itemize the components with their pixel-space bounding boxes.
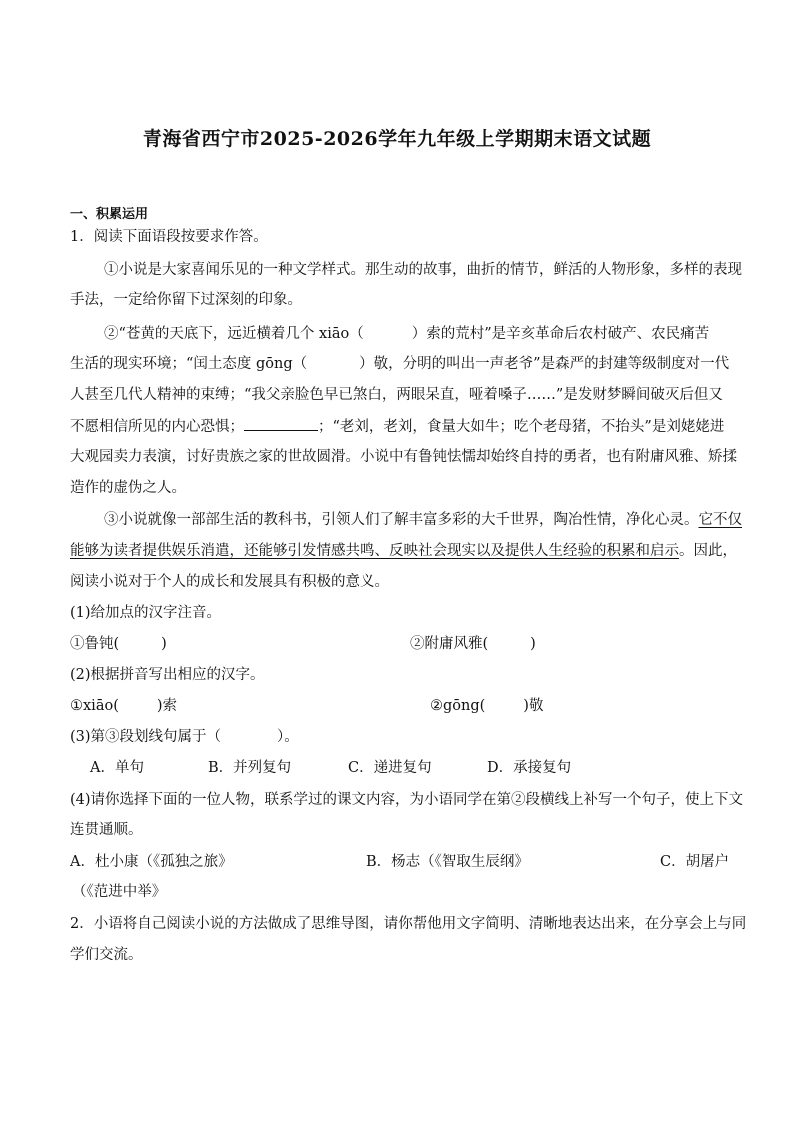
text-fragment: ）索的荒村”是辛亥革命后农村破产、农民痛苦 <box>411 326 710 342</box>
text-fragment: ）敬，分明的叫出一声老爷”是森严的封建等级制度对一代 <box>359 356 730 372</box>
sub-question-4-line: 连贯通顺。 <box>70 822 143 838</box>
item-label: ) <box>161 636 167 652</box>
text-fragment: 生活的现实环境；“闰土态度 gōng（ <box>70 356 308 372</box>
choice-c-continued: （《范进中举》 <box>72 884 167 900</box>
paragraph-3-line <box>104 510 742 530</box>
page-title: 青海省西宁市2025-2026学年九年级上学期期末语文试题 <box>142 128 652 150</box>
choice-a[interactable]: A．杜小康（《孤独之旅》 <box>70 854 233 870</box>
underlined-sentence: 它不仅 <box>698 512 742 528</box>
item-label: ) <box>530 636 536 652</box>
paragraph-3-line: 阅读小说对于个人的成长和发展具有积极的意义。 <box>70 574 389 590</box>
sub-question-4-line: (4)请你选择下面的一位人物，联系学过的课文内容，为小语同学在第②段横线上补写一个句子，使上下文 <box>70 792 744 808</box>
sub-question-1: (1)给加点的汉字注音。 <box>70 605 222 621</box>
paragraph-2-line <box>70 354 729 374</box>
text-fragment: ②“苍黄的天底下，远近横着几个 xiāo（ <box>104 326 364 342</box>
paragraph-3-line <box>70 541 737 561</box>
option-b[interactable]: B．并列复句 <box>208 760 292 776</box>
fill-in-blank[interactable] <box>244 416 318 431</box>
paragraph-2-line: 造作的虚伪之人。 <box>70 480 186 496</box>
text-fragment: 。因此， <box>679 543 737 559</box>
item-label: )敬 <box>523 698 544 714</box>
sub-question-3 <box>70 727 299 747</box>
item-label: )索 <box>156 698 178 714</box>
paragraph-2-line <box>104 324 709 344</box>
answer-row <box>410 634 536 654</box>
text-fragment: 不愿相信所见的内心恐惧； <box>70 419 244 435</box>
text-fragment: (3)第③段划线句属于（ <box>70 729 222 745</box>
item-label: ①xiāo( <box>70 698 119 714</box>
option-c[interactable]: C．递进复句 <box>348 760 432 776</box>
answer-row <box>430 696 543 716</box>
option-d[interactable]: D．承接复句 <box>487 760 572 776</box>
item-label: ②附庸风雅( <box>410 636 489 652</box>
paragraph-2-line: 大观园卖力表演，讨好贵族之家的世故圆滑。小说中有鲁钝怯懦却始终自持的勇者，也有附庸风雅、矫揉 <box>70 449 737 465</box>
question-2-line: 学们交流。 <box>70 947 143 963</box>
sub-question-2: (2)根据拼音写出相应的汉字。 <box>70 667 265 683</box>
answer-row <box>70 696 177 716</box>
paragraph-1-line: 手法，一定给你留下过深刻的印象。 <box>70 292 302 308</box>
paragraph-1-line: ①小说是大家喜闻乐见的一种文学样式。那生动的故事，曲折的情节，鲜活的人物形象，多样的表现 <box>104 262 742 278</box>
answer-row <box>70 634 167 654</box>
underlined-sentence: 能够为读者提供娱乐消遣，还能够引发情感共鸣、反映社会现实以及提供人生经验的积累和启示 <box>70 543 679 559</box>
text-fragment: ③小说就像一部部生活的教科书，引领人们了解丰富多彩的大千世界，陶冶性情，净化心灵。 <box>104 512 699 528</box>
choice-b[interactable]: B．杨志（《智取生辰纲》 <box>366 854 529 870</box>
item-label: ②gōng( <box>430 698 486 714</box>
option-a[interactable]: A．单句 <box>90 760 144 776</box>
question-2-line: 2．小语将自己阅读小说的方法做成了思维导图，请你帮他用文字简明、清晰地表达出来，在分享会上与同 <box>70 916 747 932</box>
text-fragment: ）。 <box>277 729 299 745</box>
question-1-stem: 1．阅读下面语段按要求作答。 <box>70 229 268 245</box>
choice-c[interactable]: C．胡屠户 <box>660 854 730 870</box>
text-fragment: ；“老刘，老刘，食量大如牛；吃个老母猪，不抬头”是刘姥姥进 <box>318 419 725 435</box>
paragraph-2-line: 人甚至几代人精神的束缚；“我父亲脸色早已煞白，两眼呆直，哑着嗓子……”是发财梦瞬间破灭后但又 <box>70 387 723 403</box>
section-heading: 一、积累运用 <box>70 207 149 222</box>
paragraph-2-line <box>70 416 724 437</box>
item-label: ①鲁钝( <box>70 636 120 652</box>
